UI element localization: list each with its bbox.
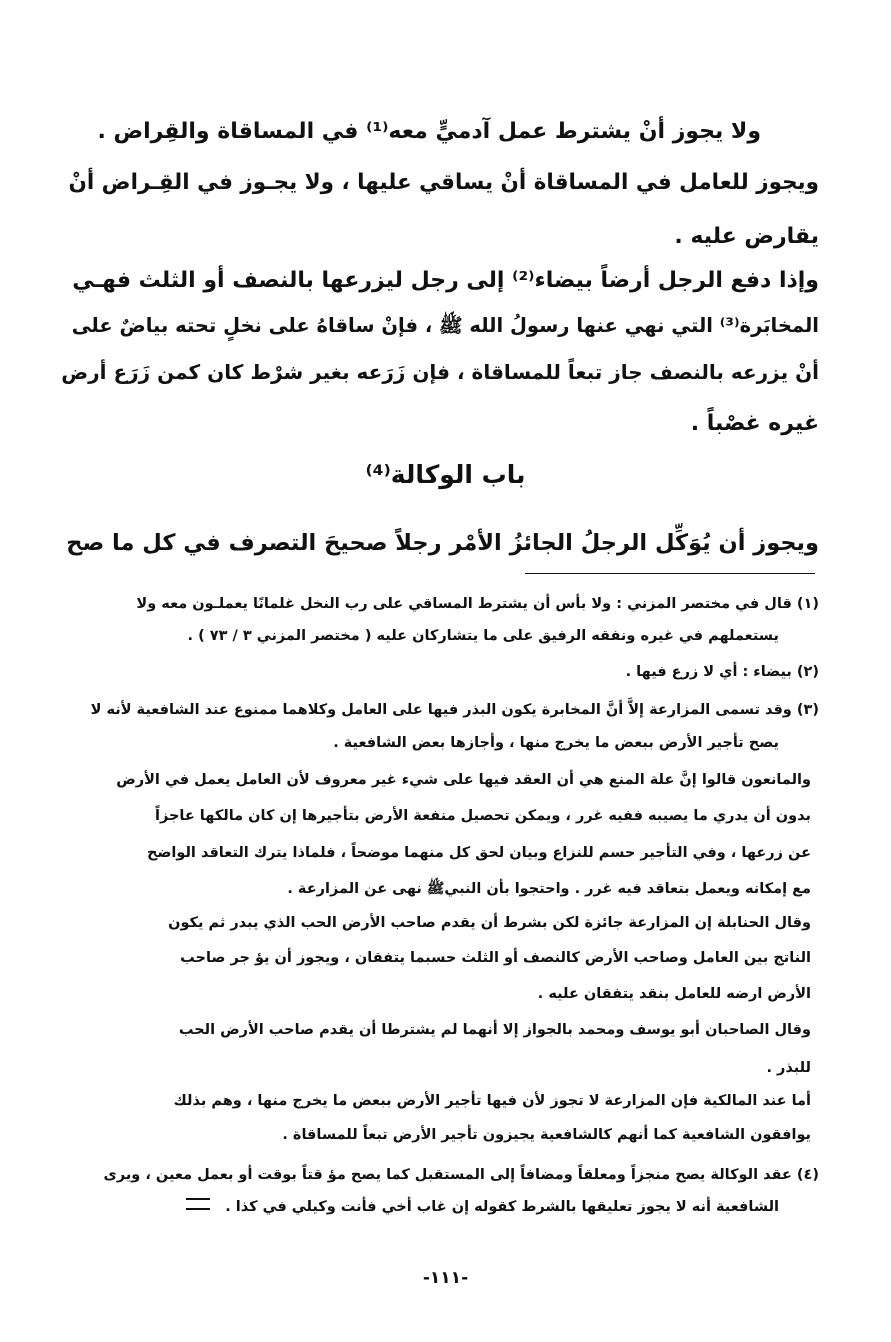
main-line-3: يقارض عليه . bbox=[674, 224, 819, 249]
footnote-3-line-13: يوافقون الشافعية كما أنهم كالشافعية يجيزون تأجير الأرض تبعاً للمساقاة . bbox=[282, 1127, 811, 1143]
footnote-3-line-11: للبذر . bbox=[766, 1060, 811, 1076]
main-line-1: ولا يجوز أنْ يشترط عمل آدميٍّ معه⁽¹⁾ في المساقاة والقِراض . bbox=[97, 119, 761, 144]
footnote-3-line-3: والمانعون قالوا إنَّ علة المنع هي أن العقد فيها على شيء غير معروف لأن العامل يعمل في الأرض bbox=[116, 772, 811, 788]
main-line-7: غيره غصْباً . bbox=[690, 411, 819, 436]
footnote-3-line-9: الأرض ارضه للعامل بنقد يتفقان عليه . bbox=[537, 986, 811, 1002]
footnote-3-line-12: أما عند المالكية فإن المزارعة لا تجوز لأن فيها تأجير الأرض ببعض ما يخرج منها ، وهم بذلك bbox=[173, 1093, 811, 1109]
main-line-8: ويجوز أن يُوَكِّل الرجلُ الجائزُ الأمْر رجلاً صحيحَ التصرف في كل ما صح bbox=[66, 530, 819, 556]
page-number: -١١١- bbox=[422, 1268, 469, 1288]
footnote-3-line-2: يصح تأجير الأرض ببعض ما يخرج منها ، وأجازها بعض الشافعية . bbox=[333, 735, 779, 751]
footnote-2: (٢) بيضاء : أي لا زرع فيها . bbox=[625, 664, 819, 680]
main-line-6: أنْ يزرعه بالنصف جاز تبعاً للمساقاة ، فإن زَرَعه بغير شرْط كان كمن زَرَع أرض bbox=[61, 360, 819, 384]
footnote-3-line-4: بدون أن يدري ما يصيبه ففيه غرر ، ويمكن تحصيل منفعة الأرض بتأجيرها إن كان مالكها عاجزاً bbox=[154, 808, 811, 824]
footnote-1-line-1: (١) قال في مختصر المزني : ولا بأس أن يشترط المساقي على رب النخل غلمانًا يعملـون معه ولا bbox=[136, 596, 819, 612]
footnote-3-line-8: الناتج بين العامل وصاحب الأرض كالنصف أو الثلث حسبما يتفقان ، ويجوز أن يؤ جر صاحب bbox=[180, 950, 811, 966]
main-line-4: وإذا دفع الرجل أرضاً بيضاء⁽²⁾ إلى رجل ليزرعها بالنصف أو الثلث فهـي bbox=[72, 268, 819, 293]
footnote-1-line-2: يستعملهم في غيره ونفقه الرفيق على ما يتشاركان عليه ( مختصر المزني ٣ / ٧٣ ) . bbox=[187, 628, 779, 644]
footnote-3-line-10: وقال الصاحبان أبو يوسف ومحمد بالجواز إلا أنهما لم يشترطا أن يقدم صاحب الأرض الحب bbox=[178, 1022, 811, 1038]
footnote-3-line-1: (٣) وقد تسمى المزارعة إلاَّ أنَّ المخابرة يكون البذر فيها على العامل وكلاهما ممنوع عند الشافعية لأنه لا bbox=[90, 702, 819, 718]
footnote-4-line-1: (٤) عقد الوكالة يصح منجزاً ومعلقاً ومضافاً إلى المستقبل كما يصح مؤ قتاً بوقت أو بعمل معين ، ويرى bbox=[103, 1167, 819, 1183]
main-line-5: المخابَرة⁽³⁾ التي نهي عنها رسولُ الله ﷺ ، فإنْ ساقاهُ على نخلٍ تحته بياضٌ على bbox=[71, 314, 819, 337]
footnote-3-line-6: مع إمكانه ويعمل بتعاقد فيه غرر . واحتجوا بأن النبيﷺ نهى عن المزارعة . bbox=[287, 881, 811, 897]
main-line-2: ويجوز للعامل في المساقاة أنْ يساقي عليها ، ولا يجـوز في القِـراض أنْ bbox=[68, 170, 819, 195]
continuation-mark bbox=[186, 1198, 210, 1210]
footnote-4-line-2: الشافعية أنه لا يجوز تعليقها بالشرط كقوله إن غاب أخي فأنت وكيلي في كذا . bbox=[225, 1199, 779, 1215]
footnote-3-line-5: عن زرعها ، وفي التأجير حسم للنزاع وبيان لحق كل منهما موضحاً ، فلماذا يترك التعاقد الواضح bbox=[146, 845, 811, 861]
footnote-separator bbox=[525, 573, 815, 574]
footnote-3-line-7: وقال الحنابلة إن المزارعة جائزة لكن بشرط أن يقدم صاحب الأرض الحب الذي يبدر ثم يكون bbox=[168, 915, 811, 931]
chapter-heading: باب الوكالة⁽⁴⁾ bbox=[365, 460, 526, 489]
